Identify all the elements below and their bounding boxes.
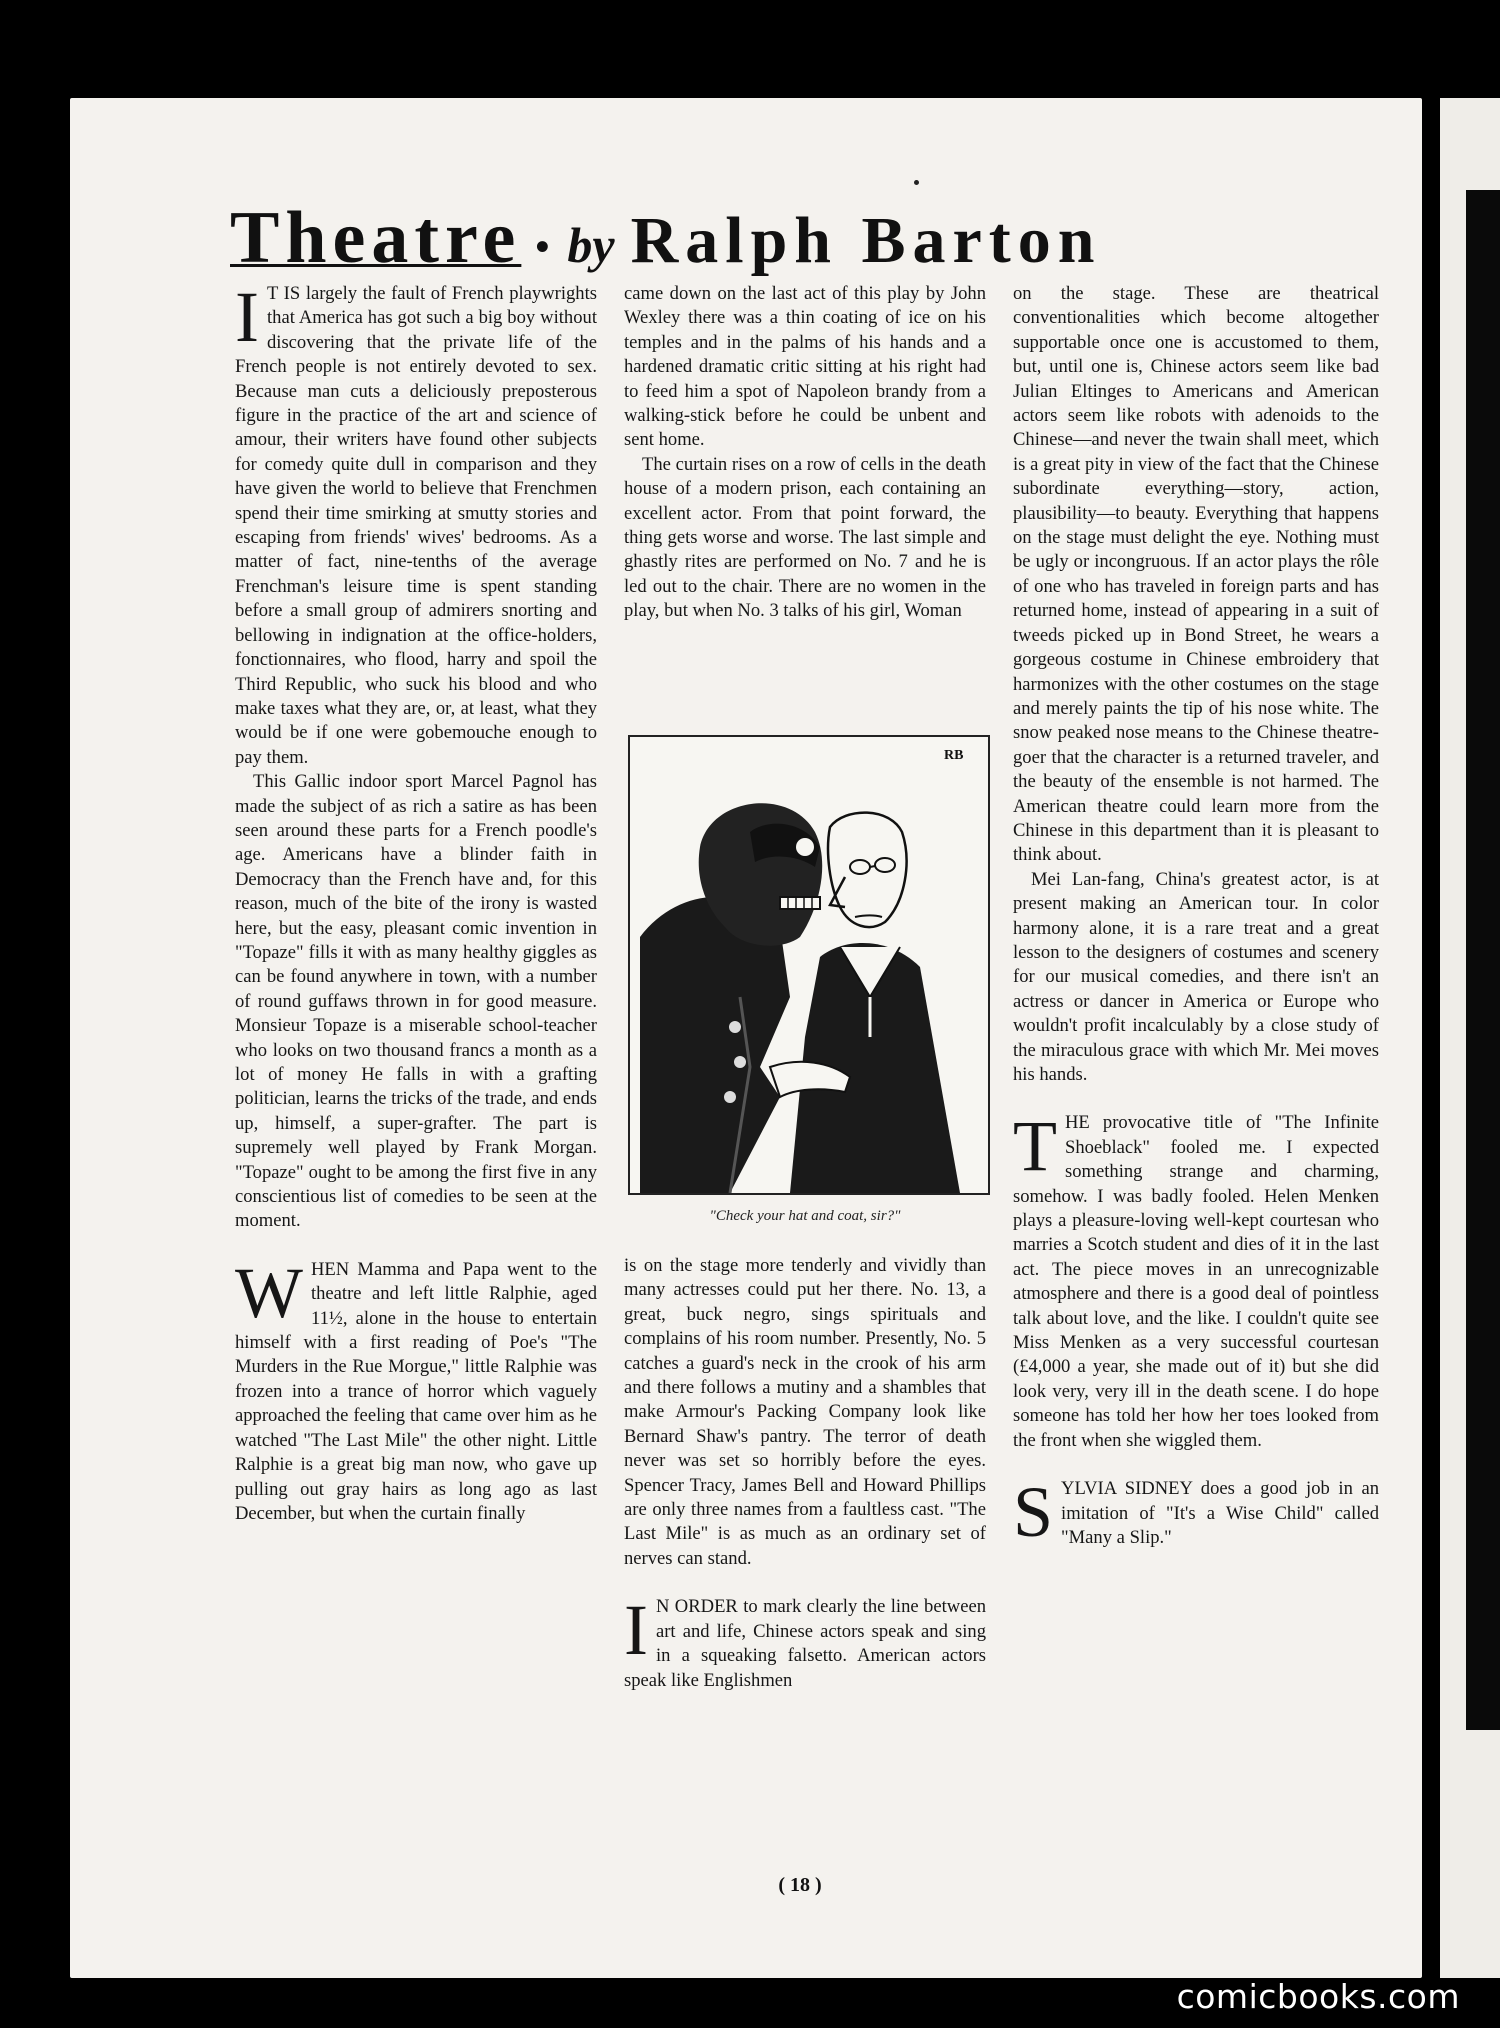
article-title <box>230 197 1340 283</box>
paragraph-text: T IS largely the fault of French playwrights that America has got such a big boy without discovering that the private life of the French people is not entirely devoted to sex. Because man cuts a deliciously preposterous figure in the practice of the art and science of amour, their writers have found other subjects for comedy quite dull in comparison and they have given the world to believe that Frenchmen spend their time smirking at smutty stories and escaping from friends' wives' bedrooms. As a matter of fact, nine-tenths of the average Frenchman's leisure time is spent standing before a small group of admirers snorting and bellowing in indignation at the office-holders, fonctionnaires, who flood, harry and spoil the Third Republic, who suck his blood and who make taxes what they are, or, at least, what they would be if one were gobemouche enough to pay them. <box>235 283 597 768</box>
paragraph <box>235 277 597 770</box>
illustration-caption: "Check your hat and coat, sir?" <box>709 1208 901 1224</box>
paragraph: came down on the last act of this play by John Wexley there was a thin coating of ice on his temples and in the palms of his hands and a hardened dramatic critic sitting at his right had to feed him a spot of Napoleon brandy from a walking-stick before he could be unbent and sent home. <box>624 283 986 451</box>
title-author: Ralph Barton <box>630 204 1102 277</box>
article-column-1 <box>235 277 597 1526</box>
article-column-2-bottom <box>624 1254 986 1693</box>
drop-cap: W <box>235 1252 303 1333</box>
paragraph: The curtain rises on a row of cells in the death house of a modern prison, each containing an excellent actor. From that point forward, the thing gets worse and worse. The last simple and ghastly rites are performed on No. 7 and he is led out to the chair. There are no women in the play, but when No. 3 talks of his girl, Woman <box>624 453 986 622</box>
print-speck <box>914 180 919 185</box>
paragraph <box>1013 1106 1379 1453</box>
site-watermark: comicbooks.com <box>1176 1977 1460 2016</box>
paragraph <box>624 1590 986 1693</box>
drop-cap: I <box>235 277 259 357</box>
paragraph <box>235 1252 597 1526</box>
paragraph-text: YLVIA SIDNEY does a good job in an imitation of "It's a Wise Child" called "Many a Slip." <box>1061 1478 1379 1548</box>
paragraph <box>1013 1472 1379 1553</box>
cartoon-illustration <box>628 735 990 1195</box>
paragraph: on the stage. These are theatrical conventionalities which become altogether supportable once one is accustomed to them, but, until one is, Chinese actors seem like bad Julian Eltinges to Americans and American actors seem like robots with adenoids to the Chinese—and never the twain shall meet, which is a great pity in view of the fact that the Chinese subordinate everything—story, action, plausibility—to beauty. Everything that happens on the stage must delight the eye. Nothing must be ugly or incongruous. If an actor plays the rôle of one who has traveled in foreign parts and has returned home, instead of appearing in a suit of tweeds picked up in Bond Street, he wears a gorgeous costume in Chinese embroidery that harmonizes with the other costumes on the stage and merely paints the tip of his nose white. The snow peaked nose means to the Chinese theatre-goer that the character is a returned traveler, and the beauty of the ensemble is not harmed. The American theatre could learn more from the Chinese in this department than it is pleasant to think about. <box>1013 283 1379 866</box>
drop-cap: S <box>1013 1472 1054 1553</box>
title-word: Theatre <box>230 197 522 279</box>
article-column-3 <box>1013 282 1379 1553</box>
paragraph-text: HE provocative title of "The Infinite Shoeblack" fooled me. I expected something strange and charming, somehow. I was badly fooled. Helen Menken plays a pleasure-loving well-kept courtesan who marries a Scotch student and dies of it in the last act. The piece moves in an unrecognizable atmosphere and there is a good deal of pointless talk about love, and the like. I couldn't quite see Miss Menken as a very successful courtesan (£4,000 a year, she made out of it) but she did look very, very ill in the death scene. I do hope someone has told her how her toes looked from the front when she wiggled them. <box>1013 1112 1379 1451</box>
paragraph-text: N ORDER to mark clearly the line between art and life, Chinese actors speak and sing in a squeaking falsetto. American actors speak like Englishmen <box>624 1596 986 1691</box>
drop-cap: T <box>1013 1106 1057 1187</box>
paragraph: Mei Lan-fang, China's greatest actor, is at present making an American tour. In color harmony alone, it is a rare treat and a great lesson to the designers of costumes and scenery for our musical comedies, and there isn't an actress or dancer in America or Europe who wouldn't profit incalculably by a close study of the miraculous grace with which Mr. Mei moves his hands. <box>1013 868 1379 1085</box>
paragraph-text: HEN Mamma and Papa went to the theatre and left little Ralphie, aged 11½, alone in the house to entertain himself with a first reading of Poe's "The Murders in the Rue Morgue," little Ralphie was frozen into a trance of horror which vaguely approached the feeling that came over him as he watched "The Last Mile" the other night. Little Ralphie is a great big man now, who gave up pulling out gray hairs as long ago as last December, but when the curtain finally <box>235 1258 597 1524</box>
article-column-2-top <box>624 282 986 624</box>
title-separator: • <box>535 223 554 269</box>
paragraph: This Gallic indoor sport Marcel Pagnol has made the subject of as rich a satire as has been seen around these parts for a French poodle's age. Americans have a blinder faith in Democracy than the French have and, for this reason, much of the bite of the irony is wasted here, but the easy, pleasant comic invention in "Topaze" fills it with as many healthy giggles as can be found anywhere in town, with a number of round guffaws thrown in for good measure. Monsieur Topaze is a miserable school-teacher who looks on two thousand francs a month as a lot of money He falls in with a grafting politician, learns the tricks of the trade, and ends up, himself, a super-grafter. The part is supremely well played by Frank Morgan. "Topaze" ought to be among the first five in any conscientious list of comedies to be seen at the moment. <box>235 771 597 1232</box>
drop-cap: I <box>624 1590 648 1671</box>
artist-signature: RB <box>944 748 964 763</box>
page-number: ( 18 ) <box>778 1874 822 1896</box>
title-by: by <box>567 217 615 273</box>
paragraph: is on the stage more tenderly and vividly than many actresses could put her there. No. 13, a great, buck negro, sings spirituals and complains of his room number. Presently, No. 5 catches a guard's neck in the crook of his arm and there follows a mutiny and a shambles that make Armour's Packing Company look like Bernard Shaw's pantry. The terror of death never was set so horribly before the eyes. Spencer Tracy, James Bell and Howard Phillips are only three names from a faultless cast. "The Last Mile" is as much as an ordinary set of nerves can stand. <box>624 1255 986 1569</box>
cartoon-drawing <box>630 737 988 1193</box>
adjacent-page-shadow <box>1466 190 1500 1730</box>
